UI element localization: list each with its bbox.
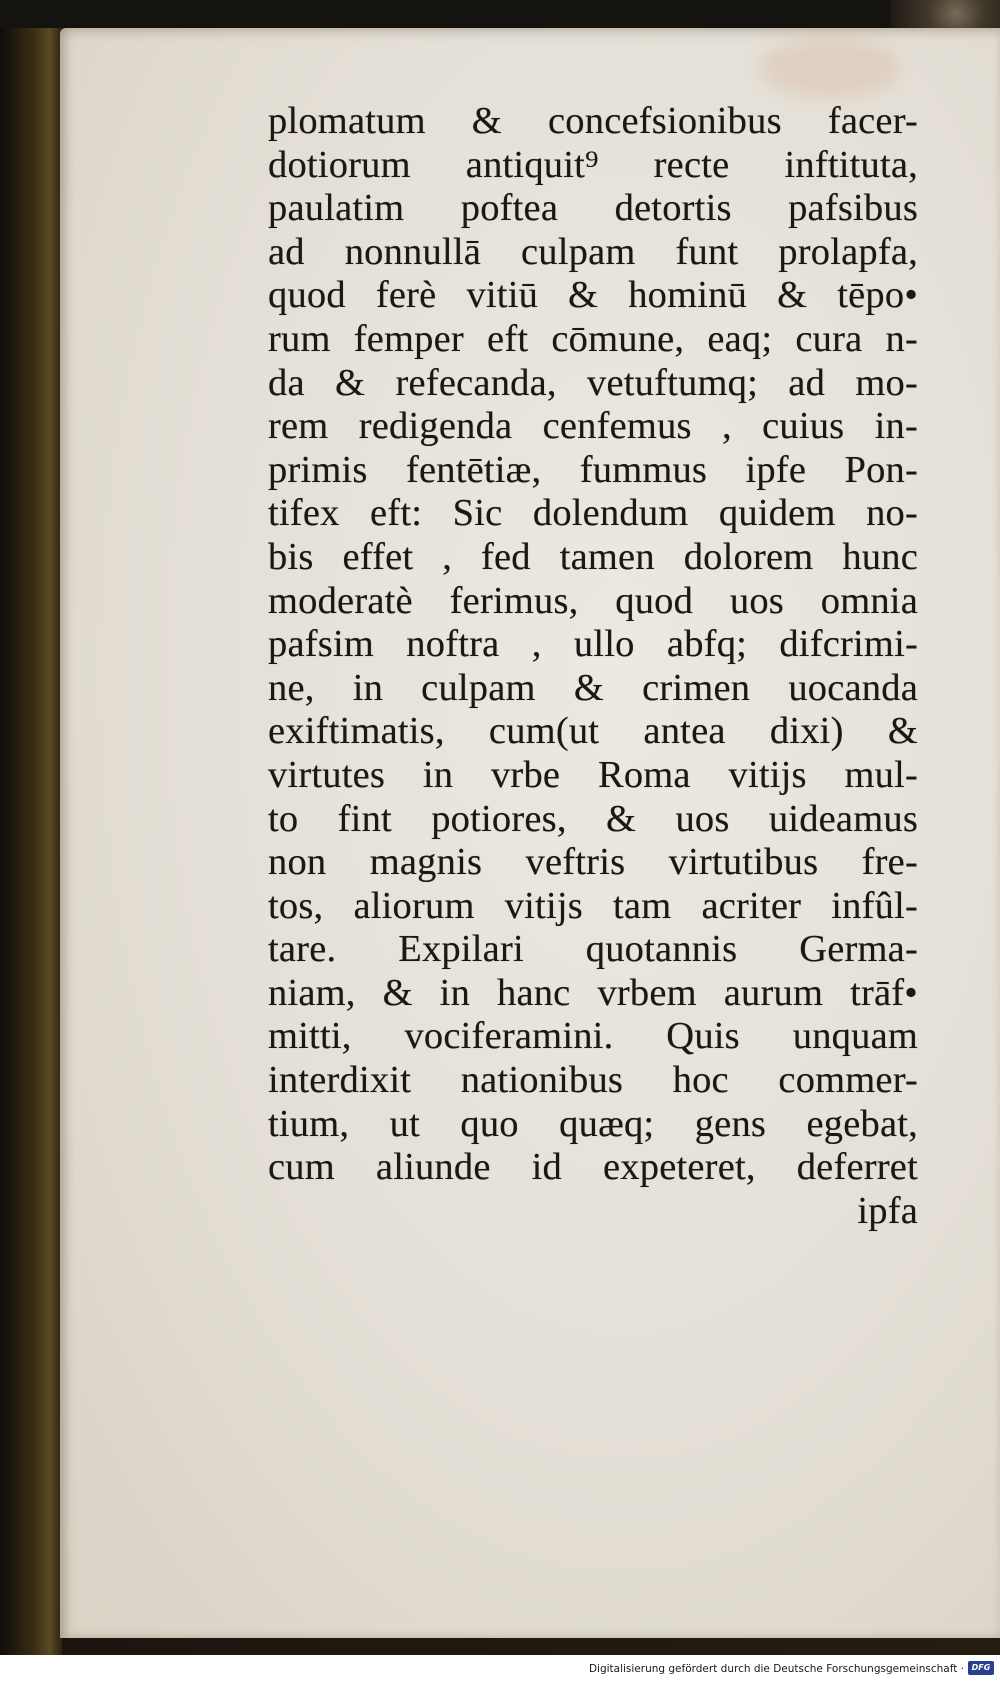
text-line: ne, in culpam & crimen uocanda [268, 666, 918, 709]
catchword: ipfa [857, 1189, 918, 1232]
text-line: pafsim noftra , ullo abfq; difcrimi- [268, 623, 918, 666]
text-line: tos, aliorum vitijs tam acriter infûl- [268, 884, 918, 927]
text-line: tare. Expilari quotannis Germa- [268, 928, 918, 971]
text-line: primis fentētiæ, fummus ipfe Pon- [268, 448, 918, 491]
page-stain [760, 38, 900, 98]
text-line: interdixit nationibus hoc commer- [268, 1059, 918, 1102]
text-line: tium, ut quo quæq; gens egebat, [268, 1102, 918, 1145]
footer-bar [0, 1655, 1000, 1687]
text-line: plomatum & concefsionibus facer- [268, 100, 918, 142]
digitization-credit: Digitalisierung gefördert durch die Deutsche Forschungsgemeinschaft · [588, 1663, 964, 1675]
text-line: rem redigenda cenfemus , cuius in- [268, 405, 918, 448]
text-line: da & refecanda, vetuftumq; ad mo- [268, 361, 918, 404]
text-line: exiftimatis, cum(ut antea dixi) & [268, 710, 918, 753]
text-line: tifex eft: Sic dolendum quidem no- [268, 492, 918, 535]
text-line: to fint potiores, & uos uideamus [268, 797, 918, 840]
text-line: non magnis veftris virtutibus fre- [268, 841, 918, 884]
text-line: moderatè ferimus, quod uos omnia [268, 579, 918, 622]
book-binding-edge [0, 0, 62, 1655]
text-line: bis effet , fed tamen dolorem hunc [268, 535, 918, 578]
text-line: virtutes in vrbe Roma vitijs mul- [268, 753, 918, 796]
text-line: ad nonnullā culpam funt prolapfa, [268, 230, 918, 273]
text-line: paulatim poftea detortis pafsibus [268, 187, 918, 230]
text-line: dotiorum antiquit⁹ recte inftituta, [268, 143, 918, 186]
top-dark-edge [0, 0, 1000, 28]
dfg-logo: DFG [968, 1661, 994, 1675]
text-line: cum aliunde id expeteret, deferret [268, 1146, 918, 1189]
text-line: niam, & in hanc vrbem aurum trāf• [268, 971, 918, 1014]
text-line: quod ferè vitiū & hominū & tēpo• [268, 274, 918, 317]
text-line: rum femper eft cōmune, eaq; cura n- [268, 317, 918, 360]
text-line: mitti, vociferamini. Quis unquam [268, 1015, 918, 1058]
page-text-block [268, 100, 918, 1233]
